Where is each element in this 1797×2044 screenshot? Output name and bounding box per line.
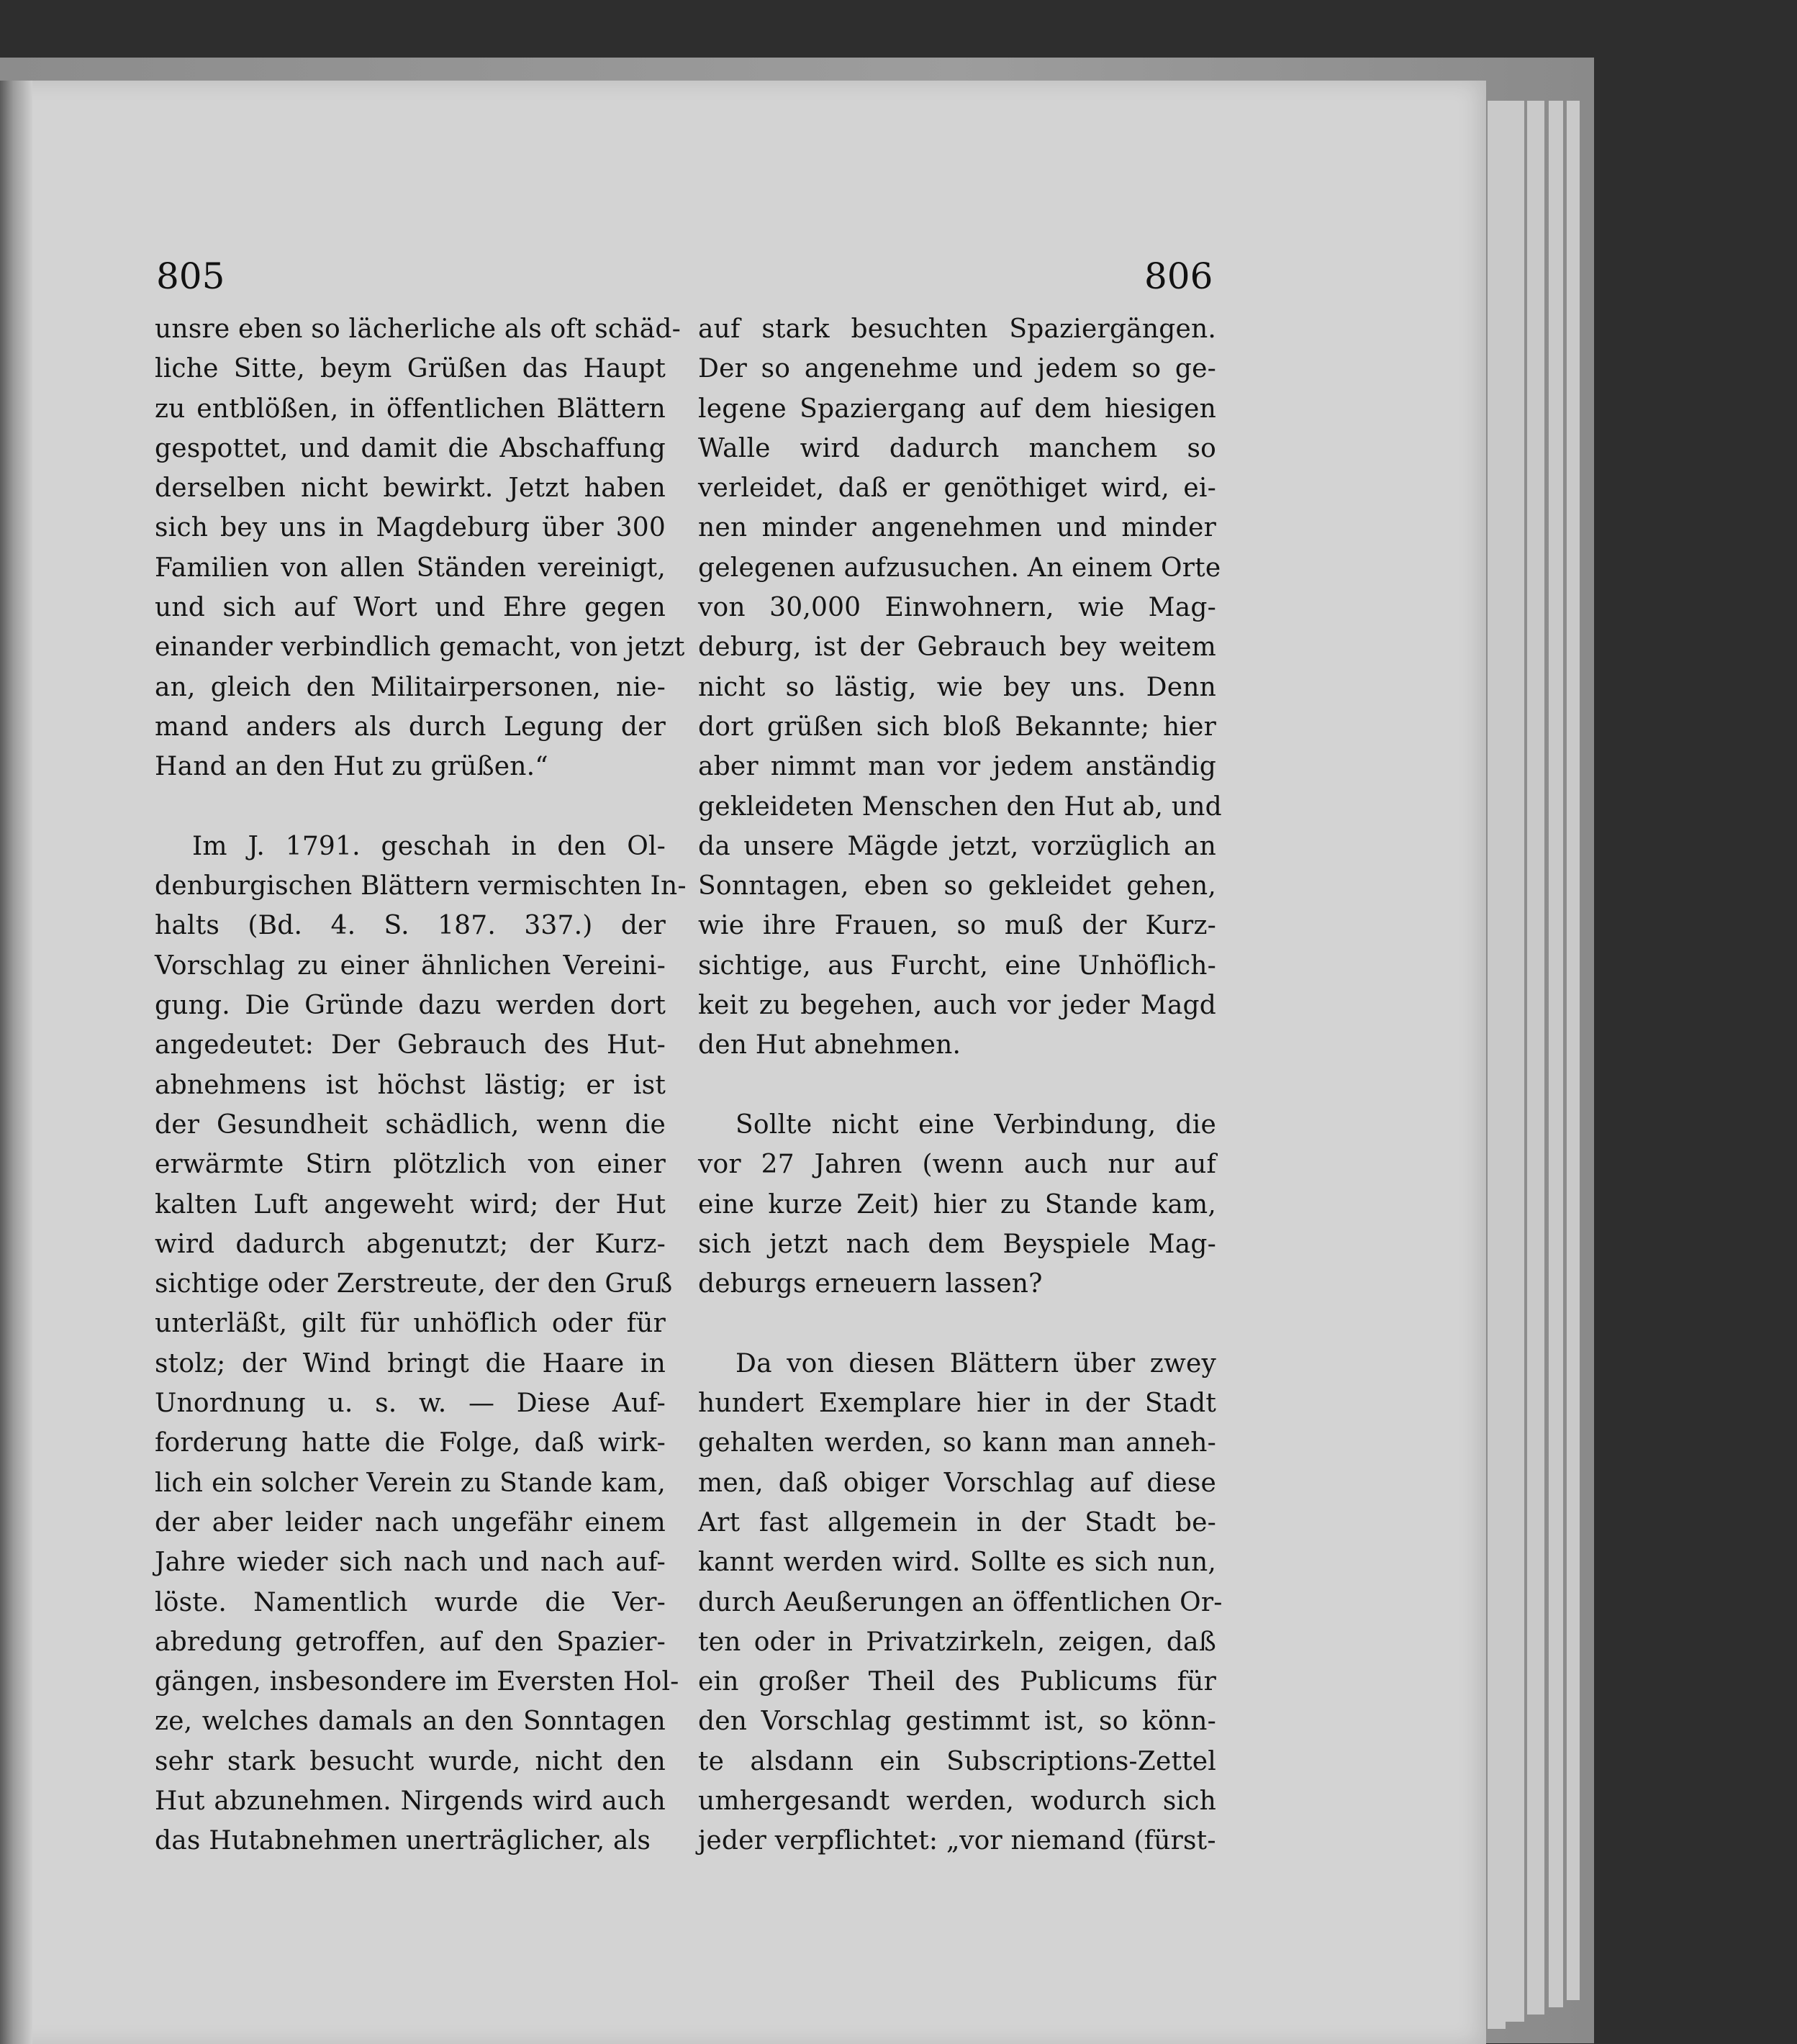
text-line: da unsere Mägde jetzt, vorzüglich an — [698, 831, 1216, 861]
left-text-column — [155, 309, 687, 1861]
text-line: der aber leider nach ungefähr einem — [155, 1507, 666, 1537]
text-line: te alsdann ein Subscriptions-Zettel — [698, 1746, 1216, 1776]
text-line: liche Sitte, beym Grüßen das Haupt — [155, 354, 666, 384]
text-line: derselben nicht bewirkt. Jetzt haben — [155, 473, 666, 504]
text-line: denburgischen Blättern vermischten In- — [155, 871, 687, 901]
text-line: den Vorschlag gestimmt ist, so könn- — [698, 1707, 1216, 1737]
text-line: ein großer Theil des Publicums für — [698, 1667, 1216, 1697]
text-line: das Hutabnehmen unerträglicher, als — [155, 1826, 651, 1856]
text-line: gängen, insbesondere im Eversten Hol- — [155, 1667, 679, 1697]
page-edge — [1486, 101, 1506, 2029]
paragraph-gap — [698, 1304, 1216, 1343]
binding-gutter — [0, 81, 32, 2044]
text-line: Sonntagen, eben so gekleidet gehen, — [698, 871, 1216, 901]
text-line: unsre eben so lächerliche als oft schäd- — [155, 314, 681, 344]
text-line: Familien von allen Ständen vereinigt, — [155, 553, 666, 583]
text-line: auf stark besuchten Spaziergängen. — [698, 314, 1216, 344]
paragraph-gap — [155, 787, 666, 827]
text-line: nen minder angenehmen und minder — [698, 513, 1216, 543]
text-line: jeder verpflichtet: „vor niemand (fürst- — [698, 1826, 1216, 1856]
text-line: gelegenen aufzusuchen. An einem Orte — [698, 553, 1221, 583]
text-line: hundert Exemplare hier in der Stadt — [698, 1389, 1216, 1419]
text-line: stolz; der Wind bringt die Haare in — [155, 1348, 666, 1378]
text-line: nicht so lästig, wie bey uns. Denn — [698, 672, 1216, 702]
text-line: durch Aeußerungen an öffentlichen Or- — [698, 1587, 1223, 1617]
text-line: men, daß obiger Vorschlag auf diese — [698, 1468, 1216, 1498]
text-line: dort grüßen sich bloß Bekannte; hier — [698, 712, 1216, 742]
text-line: Sollte nicht eine Verbindung, die — [735, 1109, 1216, 1140]
text-line: wird dadurch abgenutzt; der Kurz- — [155, 1229, 666, 1259]
text-line: lich ein solcher Verein zu Stande kam, — [155, 1468, 666, 1498]
text-line: keit zu begehen, auch vor jeder Magd — [698, 991, 1216, 1021]
text-line: verleidet, daß er genöthiget wird, ei- — [698, 473, 1216, 504]
text-line: aber nimmt man vor jedem anständig — [698, 752, 1216, 782]
text-line: löste. Namentlich wurde die Ver- — [155, 1587, 666, 1617]
text-line: eine kurze Zeit) hier zu Stande kam, — [698, 1189, 1216, 1219]
text-line: Da von diesen Blättern über zwey — [735, 1348, 1216, 1378]
page-edge — [1547, 101, 1563, 2007]
text-line: Vorschlag zu einer ähnlichen Vereini- — [155, 950, 666, 981]
text-line: Walle wird dadurch manchem so — [698, 433, 1216, 463]
text-line: sichtige, aus Furcht, eine Unhöflich- — [698, 950, 1216, 981]
text-line: ze, welches damals an den Sonntagen — [155, 1707, 666, 1737]
text-line: legene Spaziergang auf dem hiesigen — [698, 394, 1216, 424]
text-line: Der so angenehme und jedem so ge- — [698, 354, 1216, 384]
text-line: angedeutet: Der Gebrauch des Hut- — [155, 1030, 666, 1060]
paragraph-gap — [698, 1066, 1216, 1105]
text-line: Unordnung u. s. w. — Diese Auf- — [155, 1389, 666, 1419]
text-line: ten oder in Privatzirkeln, zeigen, daß — [698, 1627, 1216, 1657]
text-line: deburg, ist der Gebrauch bey weitem — [698, 632, 1216, 663]
text-line: kannt werden wird. Sollte es sich nun, — [698, 1548, 1216, 1578]
text-line: Hand an den Hut zu grüßen.“ — [155, 752, 548, 782]
text-line: sichtige oder Zerstreute, der den Gruß — [155, 1269, 673, 1299]
text-line: den Hut abnehmen. — [698, 1030, 961, 1060]
text-line: unterläßt, gilt für unhöflich oder für — [155, 1309, 666, 1339]
text-line: Im J. 1791. geschah in den Ol- — [192, 831, 666, 861]
text-line: mand anders als durch Legung der — [155, 712, 666, 742]
page-edge — [1526, 101, 1544, 2015]
text-line: forderung hatte die Folge, daß wirk- — [155, 1428, 666, 1458]
text-line: der Gesundheit schädlich, wenn die — [155, 1109, 666, 1140]
text-line: abredung getroffen, auf den Spazier- — [155, 1627, 666, 1657]
text-line: gekleideten Menschen den Hut ab, und — [698, 791, 1222, 822]
page-number-left: 805 — [156, 255, 225, 297]
text-line: und sich auf Wort und Ehre gegen — [155, 593, 666, 623]
text-line: sehr stark besucht wurde, nicht den — [155, 1746, 666, 1776]
text-line: an, gleich den Militairpersonen, nie- — [155, 672, 666, 702]
text-line: deburgs erneuern lassen? — [698, 1269, 1043, 1299]
text-line: gehalten werden, so kann man anneh- — [698, 1428, 1216, 1458]
page-edge — [1504, 101, 1524, 2022]
text-line: Art fast allgemein in der Stadt be- — [698, 1507, 1216, 1537]
text-line: abnehmens ist höchst lästig; er ist — [155, 1070, 666, 1100]
text-line: Hut abzunehmen. Nirgends wird auch — [155, 1786, 666, 1816]
text-line: halts (Bd. 4. S. 187. 337.) der — [155, 911, 666, 941]
page-number-right: 806 — [1144, 255, 1213, 297]
text-line: Jahre wieder sich nach und nach auf- — [155, 1548, 666, 1578]
text-line: gung. Die Gründe dazu werden dort — [155, 991, 666, 1021]
text-line: vor 27 Jahren (wenn auch nur auf — [698, 1150, 1216, 1180]
text-line: von 30,000 Einwohnern, wie Mag- — [698, 593, 1216, 623]
text-line: umhergesandt werden, wodurch sich — [698, 1786, 1216, 1816]
text-line: einander verbindlich gemacht, von jetzt — [155, 632, 685, 663]
text-line: wie ihre Frauen, so muß der Kurz- — [698, 911, 1216, 941]
right-text-column — [698, 309, 1223, 1861]
text-line: zu entblößen, in öffentlichen Blättern — [155, 394, 666, 424]
text-line: gespottet, und damit die Abschaffung — [155, 433, 666, 463]
page-edge — [1565, 101, 1580, 2000]
text-line: erwärmte Stirn plötzlich von einer — [155, 1150, 666, 1180]
text-line: sich jetzt nach dem Beyspiele Mag- — [698, 1229, 1216, 1259]
text-line: sich bey uns in Magdeburg über 300 — [155, 513, 666, 543]
text-line: kalten Luft angeweht wird; der Hut — [155, 1189, 666, 1219]
